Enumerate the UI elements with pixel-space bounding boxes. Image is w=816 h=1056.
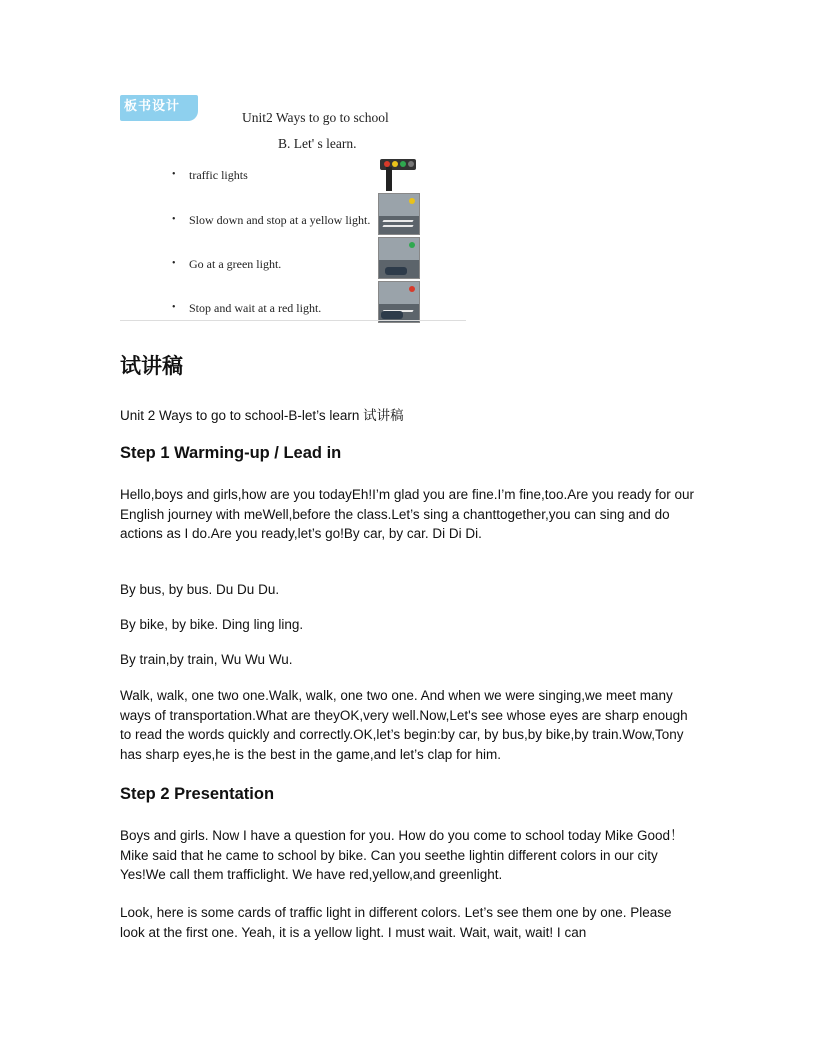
board-bullet: • Go at a green light. — [172, 257, 281, 272]
step1-heading: Step 1 Warming-up / Lead in — [120, 444, 342, 462]
step2-heading: Step 2 Presentation — [120, 785, 275, 803]
step1-paragraph: Hello,boys and girls,how are you todayEh!I’m glad you are fine.I’m fine,too.Are you ready for our English journey with meWell,before the class.Let’s sing a chanttogether,you can sing and do actions as I do.Are you ready,let’s go!By car, by car. Di Di Di. — [120, 487, 695, 541]
board-design-figure — [120, 95, 466, 321]
divider — [120, 320, 466, 321]
board-subtitle: B. Let' s learn. — [278, 136, 357, 151]
page-title: 试讲稿 — [120, 354, 183, 378]
step1-paragraph: Walk, walk, one two one.Walk, walk, one two one. And when we were singing,we meet many ways of transportation.What are theyOK,very well.Now,Let's see whose eyes are sharp enough to read the words quickly and correctly.OK,let’s begin:by car, by bus,by bike,by train.Wow,Tony has sharp eyes,he is the best in the game,and let’s clap for him. — [120, 688, 688, 762]
board-design-tag: 板书设计 — [120, 95, 198, 121]
green-light-street-image — [378, 237, 420, 279]
red-light-street-image — [378, 281, 420, 323]
board-bullet: • traffic lights — [172, 168, 248, 183]
step1-paragraph: By bus, by bus. Du Du Du. — [120, 582, 280, 597]
step1-paragraph: By train,by train, Wu Wu Wu. — [120, 652, 293, 667]
step1-paragraph: By bike, by bike. Ding ling ling. — [120, 617, 304, 632]
step2-paragraph: Boys and girls. Now I have a question for you. How do you come to school today Mike Good！ Mike said that he came to school by bike. Can you seethe lightin different colors in our city Yes!We call them trafficlight. We have red,yellow,and greenlight. — [120, 828, 684, 882]
yellow-light-street-image — [378, 193, 420, 235]
step2-paragraph: Look, here is some cards of traffic light in different colors. Let’s see them one by one. Please look at the first one. Yeah, it is a yellow light. I must wait. Wait, wait, wait! I can — [120, 905, 672, 940]
board-title: Unit2 Ways to go to school — [242, 110, 389, 125]
document-subtitle: Unit 2 Ways to go to school-B-let’s learn 试讲稿 — [120, 408, 404, 423]
board-bullet: • Stop and wait at a red light. — [172, 301, 321, 316]
traffic-light-pole — [386, 167, 392, 191]
board-bullet: • Slow down and stop at a yellow light. — [172, 213, 370, 228]
